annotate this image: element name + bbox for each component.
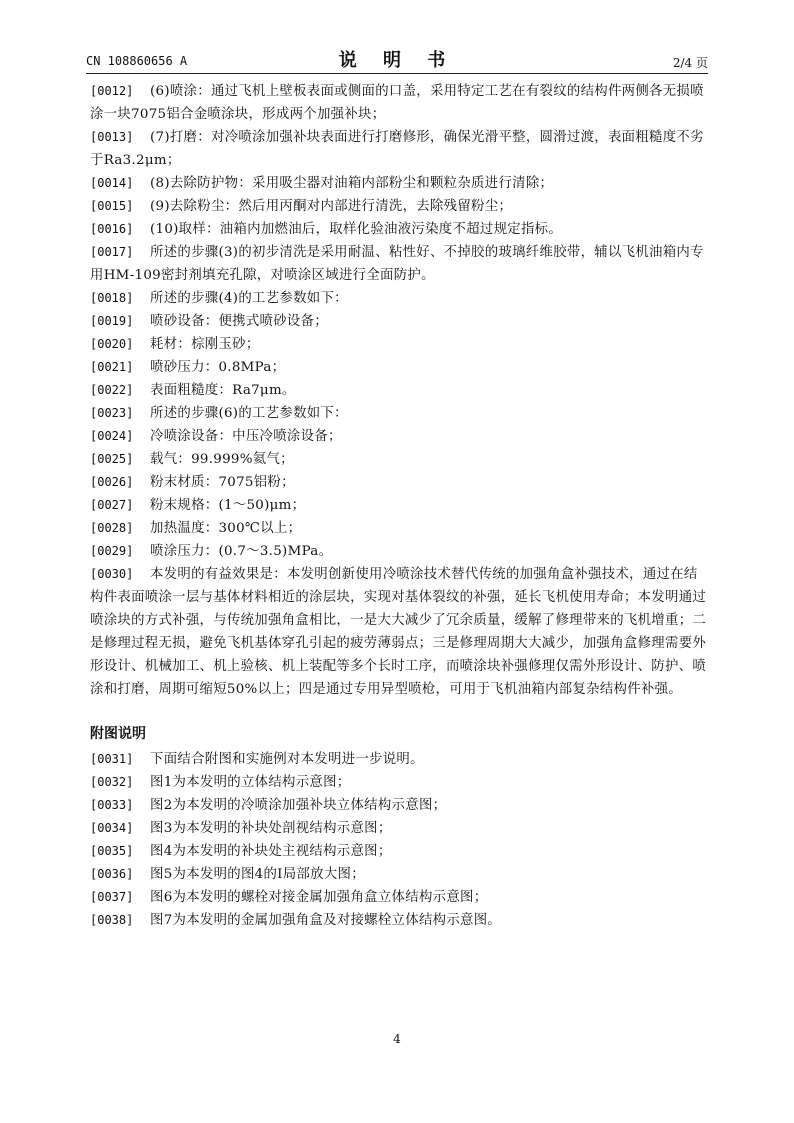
paragraph-number: [0038] <box>90 913 134 927</box>
paragraph-number: [0031] <box>90 752 134 766</box>
paragraph-text: 喷砂设备：便携式喷砂设备； <box>150 314 328 329</box>
paragraph-number: [0012] <box>90 84 134 98</box>
paragraph <box>90 310 710 333</box>
paragraph-number: [0021] <box>90 360 134 374</box>
paragraph-text: 图2为本发明的冷喷涂加强补块立体结构示意图； <box>150 798 447 813</box>
paragraph-number: [0023] <box>90 406 134 420</box>
paragraph-text: 图5为本发明的图4的I局部放大图； <box>150 867 365 882</box>
paragraph-number: [0019] <box>90 314 134 328</box>
paragraph-number: [0037] <box>90 890 134 904</box>
paragraph <box>90 471 710 494</box>
paragraph-number: [0016] <box>90 222 134 236</box>
figure-paragraphs <box>90 748 710 932</box>
paragraph-text: 表面粗糙度：Ra7μm。 <box>150 383 296 398</box>
paragraph-text: (7)打磨：对冷喷涂加强补块表面进行打磨修形，确保光滑平整，圆滑过渡，表面粗糙度不劣于Ra3.2μm； <box>90 130 704 168</box>
paragraph-text: (6)喷涂：通过飞机上壁板表面或侧面的口盖，采用特定工艺在有裂纹的结构件两侧各无损喷涂一块7075铝合金喷涂块，形成两个加强补块； <box>90 84 704 122</box>
paragraph <box>90 195 710 218</box>
paragraph-number: [0024] <box>90 429 134 443</box>
paragraph-text: 所述的步骤(4)的工艺参数如下： <box>150 291 348 306</box>
paragraph <box>90 748 710 771</box>
paragraph-text: 耗材：棕刚玉砂； <box>150 337 260 352</box>
document-body <box>90 80 710 932</box>
description-paragraphs <box>90 80 710 701</box>
paragraph-text: 所述的步骤(3)的初步清洗是采用耐温、粘性好、不掉胶的玻璃纤维胶带，辅以飞机油箱内专用HM-109密封剂填充孔隙，对喷涂区域进行全面防护。 <box>90 245 704 283</box>
paragraph-text: 冷喷涂设备：中压冷喷涂设备； <box>150 429 342 444</box>
paragraph <box>90 448 710 471</box>
paragraph <box>90 771 710 794</box>
paragraph-number: [0022] <box>90 383 134 397</box>
paragraph-text: 所述的步骤(6)的工艺参数如下： <box>150 406 348 421</box>
paragraph <box>90 425 710 448</box>
section-title-figures: 附图说明 <box>90 726 146 742</box>
paragraph <box>90 863 710 886</box>
paragraph-text: 粉末材质：7075铝粉； <box>150 475 295 490</box>
paragraph-number: [0026] <box>90 475 134 489</box>
paragraph-text: 图4为本发明的补块处主视结构示意图； <box>150 844 392 859</box>
paragraph <box>90 126 710 172</box>
paragraph-text: 加热温度：300℃以上； <box>150 521 302 536</box>
patent-number: CN 108860656 A <box>86 54 188 68</box>
paragraph-number: [0013] <box>90 130 134 144</box>
paragraph-number: [0030] <box>90 567 134 581</box>
paragraph <box>90 517 710 540</box>
paragraph-text: 本发明的有益效果是：本发明创新使用冷喷涂技术替代传统的加强角盒补强技术，通过在结构件表面喷涂一层与基体材料相近的涂层块，实现对基体裂纹的补强，延长飞机使用寿命；本发明通过喷涂块的方式补强，与传统加强角盒相比，一是大大减少了冗余质量，缓解了修理带来的飞机增重；二是修理过程无损，避免飞机基体穿孔引起的疲劳薄弱点；三是修理周期大大减少，加强角盒修理需要外形设计、机械加工、机上验核、机上装配等多个长时工序，而喷涂块补强修理仅需外形设计、防护、喷涂和打磨，周期可缩短50%以上；四是通过专用异型喷枪，可用于飞机油箱内部复杂结构件补强。 <box>90 567 707 697</box>
paragraph <box>90 80 710 126</box>
paragraph-number: [0015] <box>90 199 134 213</box>
paragraph-number: [0036] <box>90 867 134 881</box>
paragraph-text: 喷砂压力：0.8MPa； <box>150 360 286 375</box>
paragraph-number: [0035] <box>90 844 134 858</box>
paragraph-number: [0014] <box>90 176 134 190</box>
paragraph <box>90 218 710 241</box>
paragraph <box>90 886 710 909</box>
paragraph <box>90 840 710 863</box>
page-number: 4 <box>393 1032 401 1046</box>
document-title: 说 明 书 <box>338 50 456 71</box>
paragraph-number: [0028] <box>90 521 134 535</box>
page-info: 2/4 页 <box>672 56 708 70</box>
paragraph <box>90 909 710 932</box>
paragraph-number: [0032] <box>90 775 134 789</box>
paragraph-number: [0034] <box>90 821 134 835</box>
paragraph <box>90 379 710 402</box>
paragraph-text: 图7为本发明的金属加强角盒及对接螺栓立体结构示意图。 <box>150 913 502 928</box>
paragraph-text: 喷涂压力：(0.7～3.5)MPa。 <box>150 544 333 559</box>
paragraph-text: 图1为本发明的立体结构示意图； <box>150 775 351 790</box>
paragraph-number: [0018] <box>90 291 134 305</box>
paragraph <box>90 817 710 840</box>
paragraph <box>90 356 710 379</box>
header-divider <box>86 73 708 74</box>
paragraph-number: [0025] <box>90 452 134 466</box>
paragraph <box>90 172 710 195</box>
paragraph <box>90 241 710 287</box>
paragraph-text: (10)取样：油箱内加燃油后，取样化验油液污染度不超过规定指标。 <box>150 222 563 237</box>
paragraph <box>90 563 710 701</box>
paragraph-text: (9)去除粉尘：然后用丙酮对内部进行清洗，去除残留粉尘； <box>150 199 513 214</box>
paragraph-number: [0029] <box>90 544 134 558</box>
paragraph <box>90 794 710 817</box>
paragraph <box>90 333 710 356</box>
paragraph-text: 粉末规格：(1～50)μm； <box>150 498 306 513</box>
paragraph-text: 下面结合附图和实施例对本发明进一步说明。 <box>150 752 424 767</box>
paragraph-text: (8)去除防护物：采用吸尘器对油箱内部粉尘和颗粒杂质进行清除； <box>150 176 554 191</box>
paragraph-number: [0017] <box>90 245 134 259</box>
paragraph-text: 图6为本发明的螺栓对接金属加强角盒立体结构示意图； <box>150 890 488 905</box>
paragraph <box>90 402 710 425</box>
paragraph <box>90 540 710 563</box>
page-header <box>86 46 708 72</box>
paragraph <box>90 494 710 517</box>
paragraph-number: [0020] <box>90 337 134 351</box>
paragraph-number: [0027] <box>90 498 134 512</box>
paragraph-text: 图3为本发明的补块处剖视结构示意图； <box>150 821 392 836</box>
paragraph-number: [0033] <box>90 798 134 812</box>
paragraph-text: 载气：99.999%氦气； <box>150 452 294 467</box>
paragraph <box>90 287 710 310</box>
